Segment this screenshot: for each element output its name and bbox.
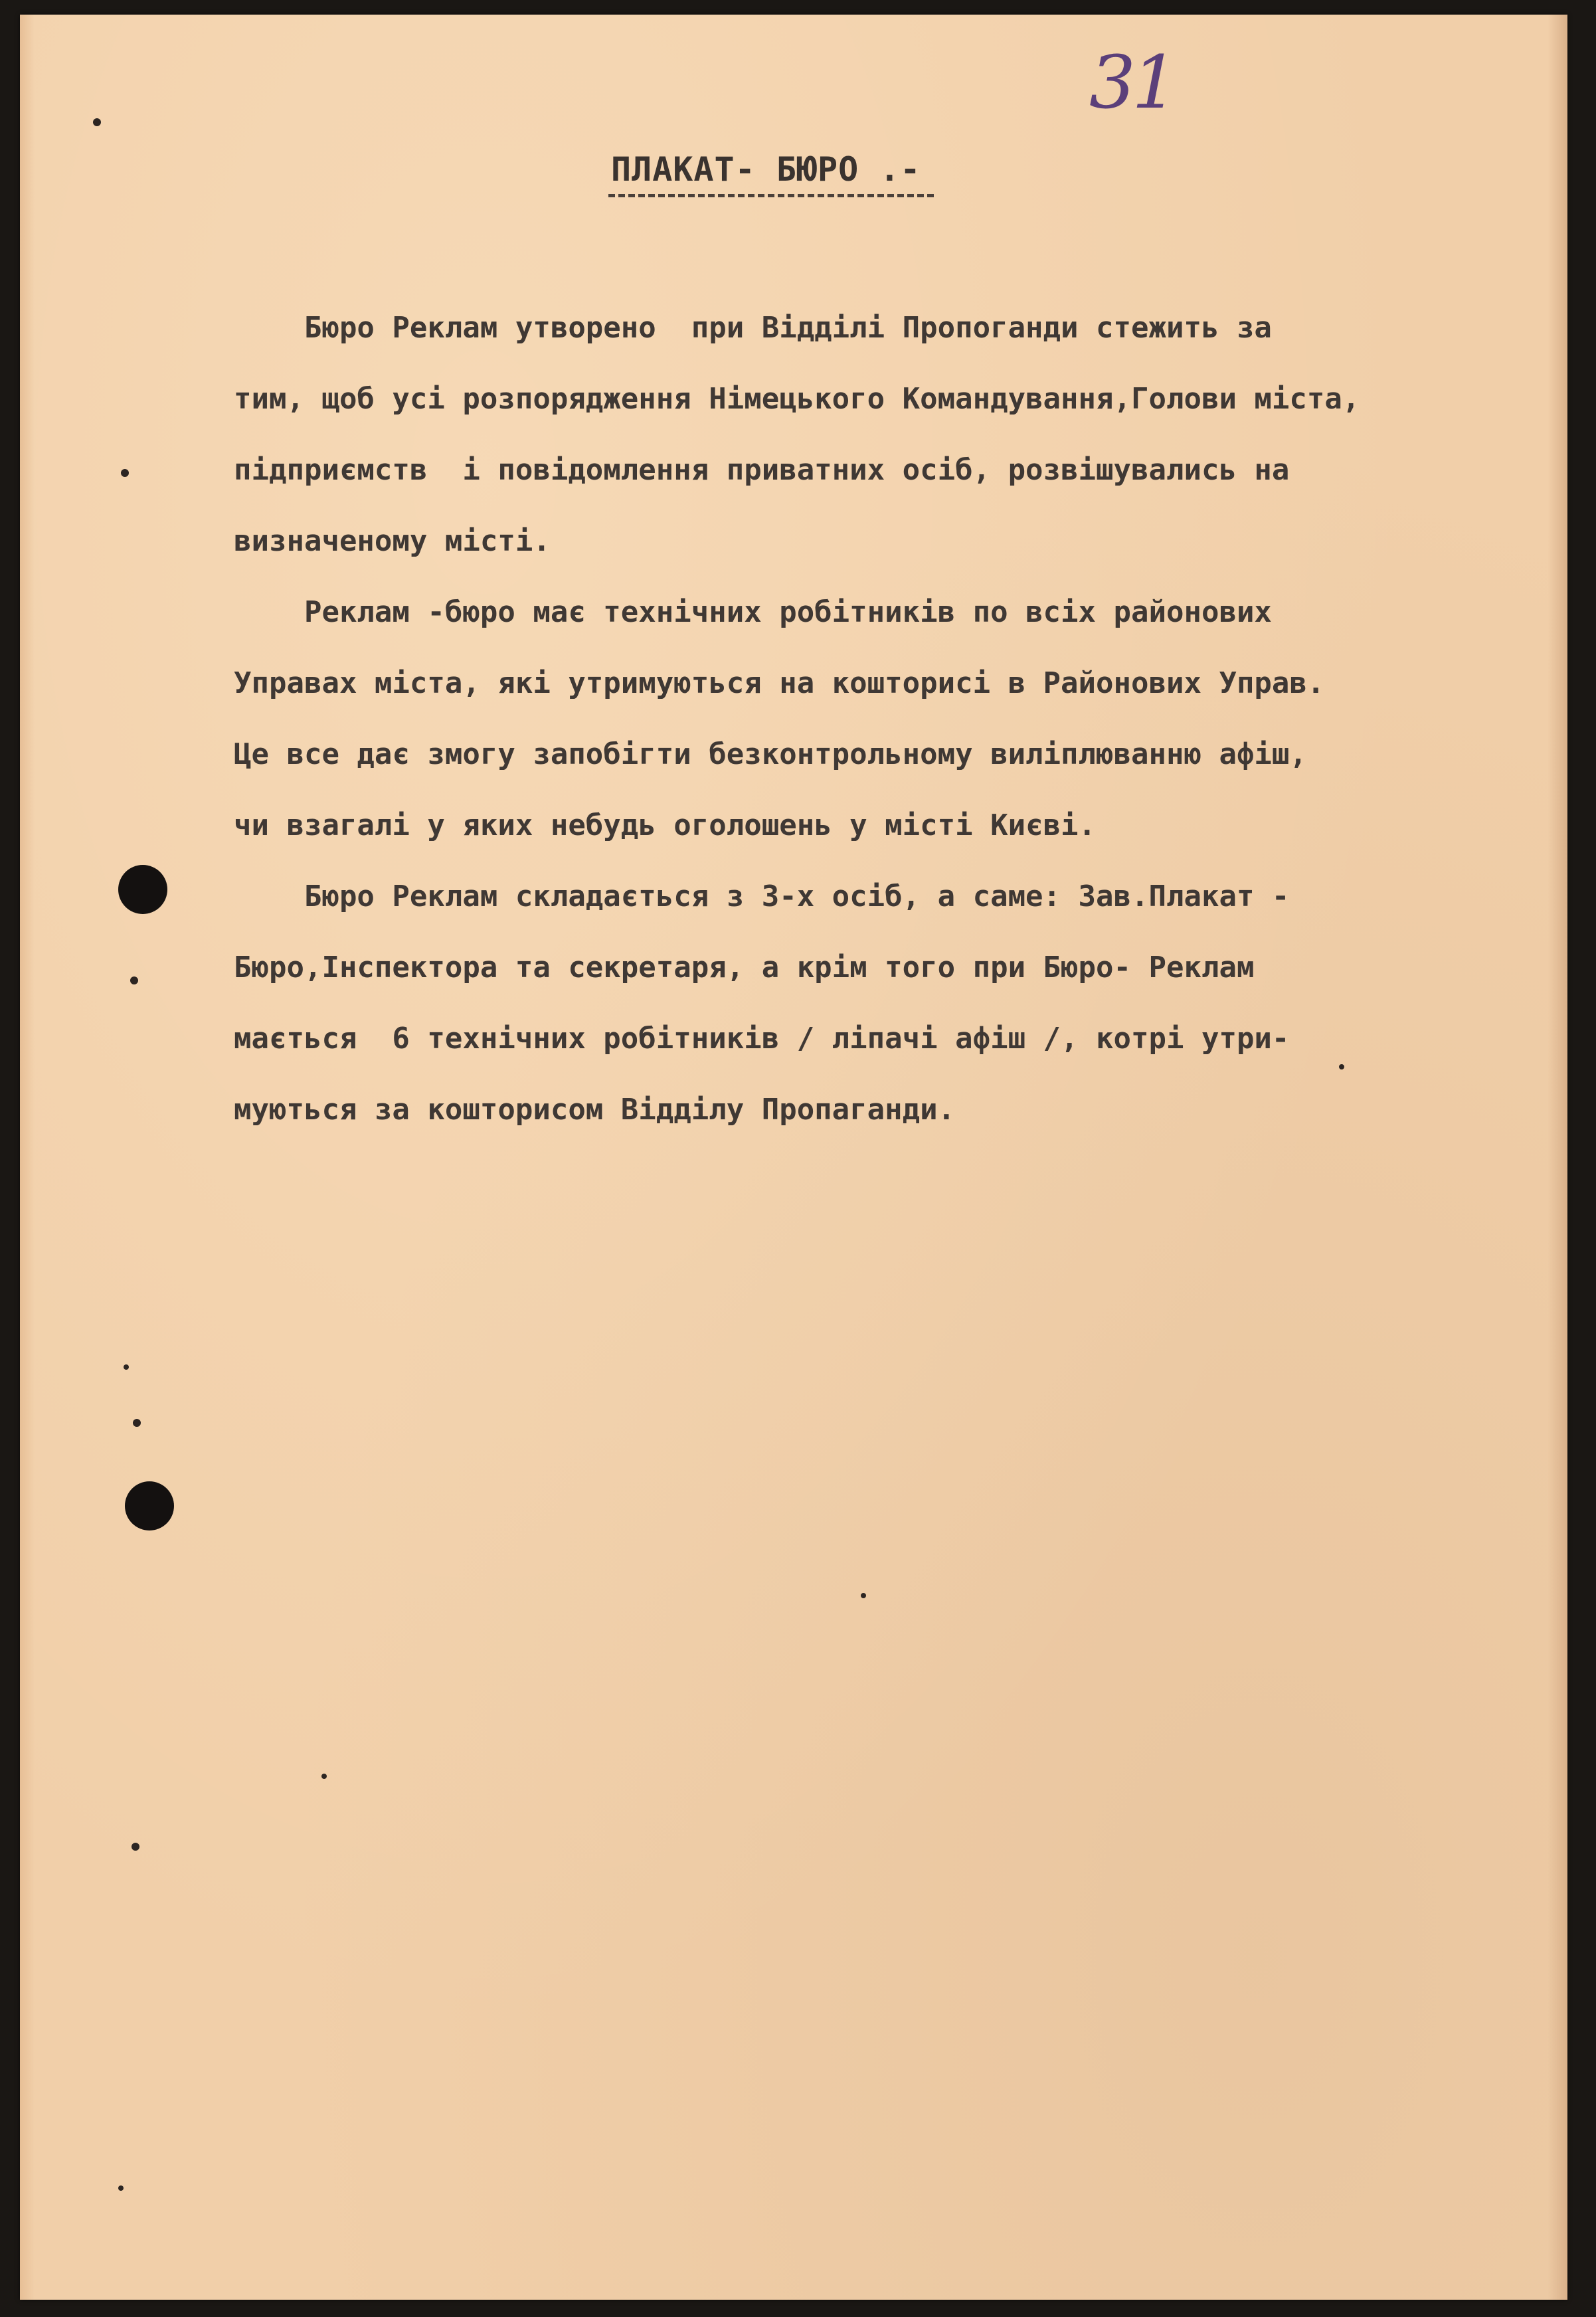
paper-speck (124, 1364, 129, 1370)
paper-speck (132, 1843, 139, 1851)
text-line: Бюро,Інспектора та секретаря, а крім того при Бюро- Реклам (234, 951, 1255, 984)
text-line: Реклам -бюро має технічних робітників по всіх районових (234, 595, 1272, 629)
text-line: визначеному місті. (234, 524, 551, 558)
document-body (234, 292, 1555, 1145)
document-title: ПЛАКАТ- БЮРО .- (611, 150, 921, 189)
paper-speck (121, 469, 129, 477)
paper-speck (118, 2185, 124, 2191)
text-line: підприємств і повідомлення приватних осіб, розвішувались на (234, 453, 1290, 487)
paragraph-1 (234, 292, 1555, 577)
punch-hole-lower (125, 1481, 174, 1530)
title-underline (608, 194, 934, 197)
paper-speck (93, 118, 101, 126)
paragraph-2 (234, 577, 1555, 861)
text-line: Бюро Реклам утворено при Відділі Пропоганди стежить за (234, 311, 1272, 345)
paper-speck (133, 1419, 141, 1427)
left-edge-shadow (20, 15, 35, 2300)
paper-speck (861, 1593, 866, 1598)
punch-hole-upper (118, 865, 167, 914)
paper-speck (1339, 1064, 1344, 1069)
paper-speck (321, 1774, 327, 1779)
text-line: Управах міста, які утримуються на кошторисі в Районових Управ. (234, 666, 1325, 700)
text-line: чи взагалі у яких небудь оголошень у місті Києві. (234, 808, 1097, 842)
text-line: муються за кошторисом Відділу Пропаганди. (234, 1093, 956, 1127)
text-line: Це все дає змогу запобігти безконтрольному виліплюванню афіш, (234, 737, 1307, 771)
text-line: мається 6 технічних робітників / ліпачі афіш /, котрі утри- (234, 1022, 1290, 1056)
folio-number: 31 (1089, 40, 1174, 125)
text-line: Бюро Реклам складається з 3-х осіб, а саме: Зав.Плакат - (234, 880, 1290, 913)
text-line: тим, щоб усі розпорядження Німецького Командування,Голови міста, (234, 382, 1360, 416)
paper-speck (130, 976, 138, 984)
paragraph-3 (234, 861, 1555, 1145)
